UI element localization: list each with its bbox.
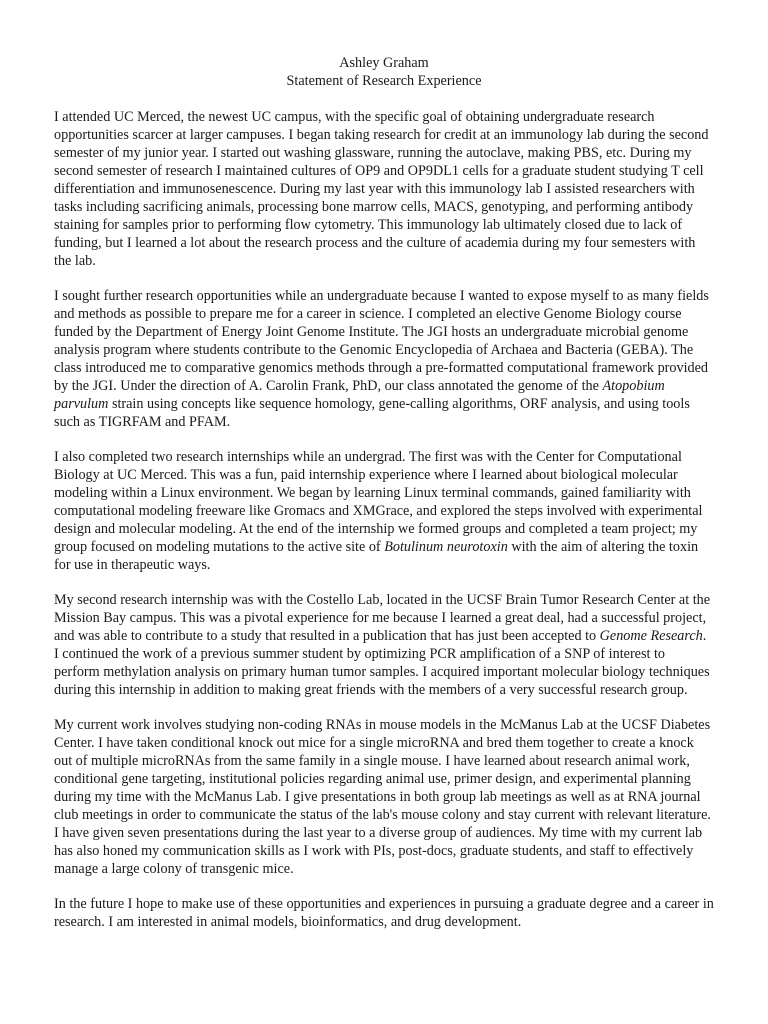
species-name: Botulinum neurotoxin (384, 539, 508, 555)
document-header (54, 54, 714, 90)
paragraph-text: I also completed two research internships while an undergrad. The first was with the Center for Computational Biology at UC Merced. This was a fun, paid internship experience where I learned about biological molecular modeling within a Linux environment. We began by learning Linux terminal commands, gained familiarity with computational modeling freeware like Gromacs and XMGrace, and explored the steps involved with experimental design and molecular modeling. At the end of the internship we formed groups and completed a team project; my group focused on modeling mutations to the active site of (54, 449, 703, 555)
journal-name: Genome Research (599, 628, 703, 644)
paragraph-text: strain using concepts like sequence homology, gene-calling algorithms, ORF analysis, and using tools such as TIGRFAM and PFAM. (54, 396, 690, 430)
paragraph-future-goals: In the future I hope to make use of these opportunities and experiences in pursuing a graduate degree and a career in research. I am interested in animal models, bioinformatics, and drug development. (54, 896, 714, 930)
paragraph-undergrad-immunology: I attended UC Merced, the newest UC campus, with the specific goal of obtaining undergraduate research opportunities scarcer at larger campuses. I began taking research for credit at an immunology lab during the second semester of my junior year. I started out washing glassware, running the autoclave, making PBS, etc. During my second semester of research I maintained cultures of OP9 and OP9DL1 cells for a graduate student studying T cell differentiation and immunosenescence. During my last year with this immunology lab I assisted researchers with tasks including sacrificing animals, processing bone marrow cells, MACS, genotyping, and performing antibody staining for samples prior to performing flow cytometry. This immunology lab ultimately closed due to lack of funding, but I learned a lot about the research process and the culture of academia during my four semesters with the lab. (54, 109, 709, 269)
document-title: Statement of Research Experience (286, 73, 482, 89)
species-name: Atopobium parvulum (54, 378, 665, 412)
paragraph-costello-lab (54, 591, 714, 699)
paragraph-mcmanus-lab: My current work involves studying non-coding RNAs in mouse models in the McManus Lab at the UCSF Diabetes Center. I have taken conditional knock out mice for a single microRNA and bred them together to create a knock out of multiple microRNAs from the same family in a single mouse. I have learned about research animal work, conditional gene targeting, institutional policies regarding animal use, primer design, and experimental planning during my time with the McManus Lab. I give presentations in both group lab meetings as well as at RNA journal club meetings in order to communicate the status of the lab's mouse colony and stay current with relevant literature. I have given seven presentations during the last year to a diverse group of audiences. My time with my current lab has also honed my communication skills as I work with PIs, post-docs, graduate students, and staff to effectively manage a large colony of transgenic mice. (54, 717, 711, 877)
paragraph-text: My second research internship was with the Costello Lab, located in the UCSF Brain Tumor Research Center at the Mission Bay campus. This was a pivotal experience for me because I learned a great deal, had a successful project, and was able to contribute to a study that resulted in a publication that has just been accepted to (54, 592, 711, 644)
paragraph-text: . I continued the work of a previous summer student by optimizing PCR amplification of a SNP of interest to perform methylation analysis on primary human tumor samples. I acquired important molecular biology techniques during this internship in addition to making great friends with the members of a very successful research group. (54, 628, 710, 698)
paragraph-computational-biology (54, 448, 714, 574)
paragraph-genome-biology (54, 287, 714, 431)
paragraph-text: I sought further research opportunities while an undergraduate because I wanted to expose myself to as many fields and methods as possible to prepare me for a career in science. I completed an elective Genome Biology course funded by the Department of Energy Joint Genome Institute. The JGI hosts an undergraduate microbial genome analysis program where students contribute to the Genomic Encyclopedia of Archaea and Bacteria (GEBA). The class introduced me to comparative genomics methods through a pre-formatted computational framework provided by the JGI. Under the direction of A. Carolin Frank, PhD, our class annotated the genome of the (54, 288, 709, 394)
author-name: Ashley Graham (339, 55, 429, 71)
paragraph-text: with the aim of altering the toxin for use in therapeutic ways. (54, 539, 699, 573)
